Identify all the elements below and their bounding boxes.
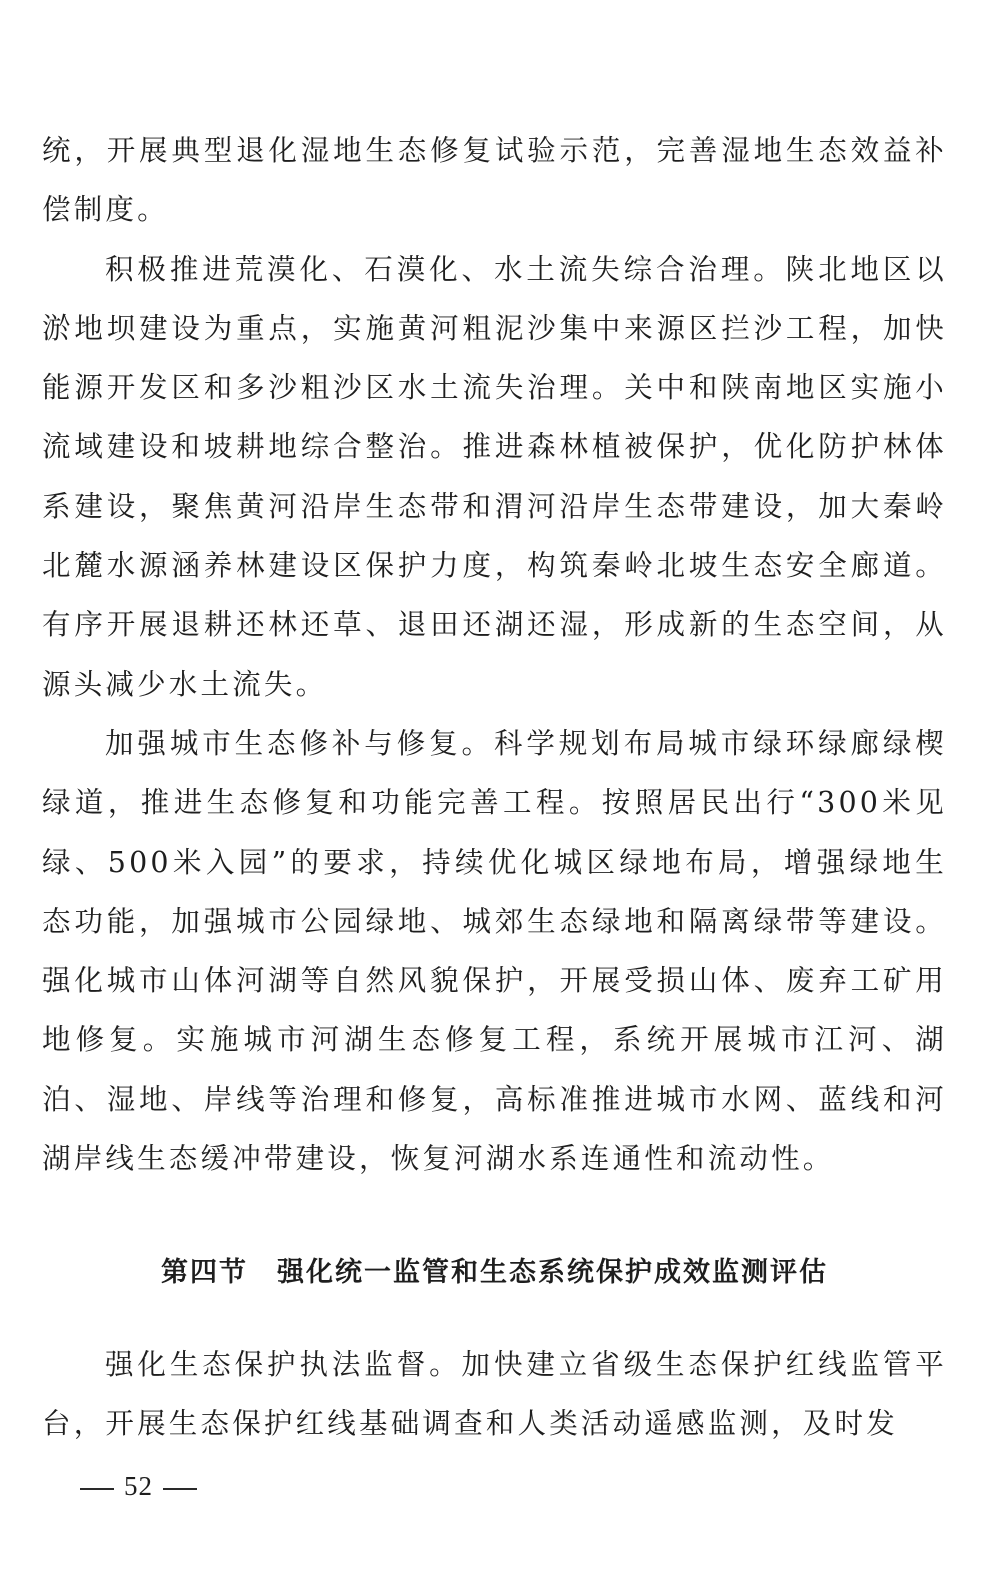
page-number-left-dash xyxy=(80,1488,114,1490)
paragraph: 统，开展典型退化湿地生态修复试验示范，完善湿地生态效益补偿制度。 xyxy=(42,134,947,227)
paragraph: 强化生态保护执法监督。加快建立省级生态保护红线监管平台，开展生态保护红线基础调查和人类活动遥感监测，及时发 xyxy=(42,1348,947,1441)
body-text-top xyxy=(42,121,947,1188)
page-number xyxy=(70,1466,207,1506)
section-heading: 第四节 强化统一监管和生态系统保护成效监测评估 xyxy=(161,1257,828,1288)
page-number-right-dash xyxy=(163,1488,197,1490)
paragraph: 加强城市生态修补与修复。科学规划布局城市绿环绿廊绿楔绿道，推进生态修复和功能完善工程。按照居民出行“300米见绿、500米入园”的要求，持续优化城区绿地布局，增强绿地生态功能，加强城市公园绿地、城郊生态绿地和隔离绿带等建设。强化城市山体河湖等自然风貌保护，开展受损山体、废弃工矿用地修复。实施城市河湖生态修复工程，系统开展城市江河、湖泊、湿地、岸线等治理和修复，高标准推进城市水网、蓝线和河湖岸线生态缓冲带建设，恢复河湖水系连通性和流动性。 xyxy=(42,726,947,1176)
page-number-value: 52 xyxy=(124,1471,153,1501)
body-text-bottom xyxy=(42,1335,947,1454)
paragraph: 积极推进荒漠化、石漠化、水土流失综合治理。陕北地区以淤地坝建设为重点，实施黄河粗泥沙集中来源区拦沙工程，加快能源开发区和多沙粗沙区水土流失治理。关中和陕南地区实施小流域建设和坡耕地综合整治。推进森林植被保护，优化防护林体系建设，聚焦黄河沿岸生态带和渭河沿岸生态带建设，加大秦岭北麓水源涵养林建设区保护力度，构筑秦岭北坡生态安全廊道。有序开展退耕还林还草、退田还湖还湿，形成新的生态空间，从源头减少水土流失。 xyxy=(42,252,947,701)
